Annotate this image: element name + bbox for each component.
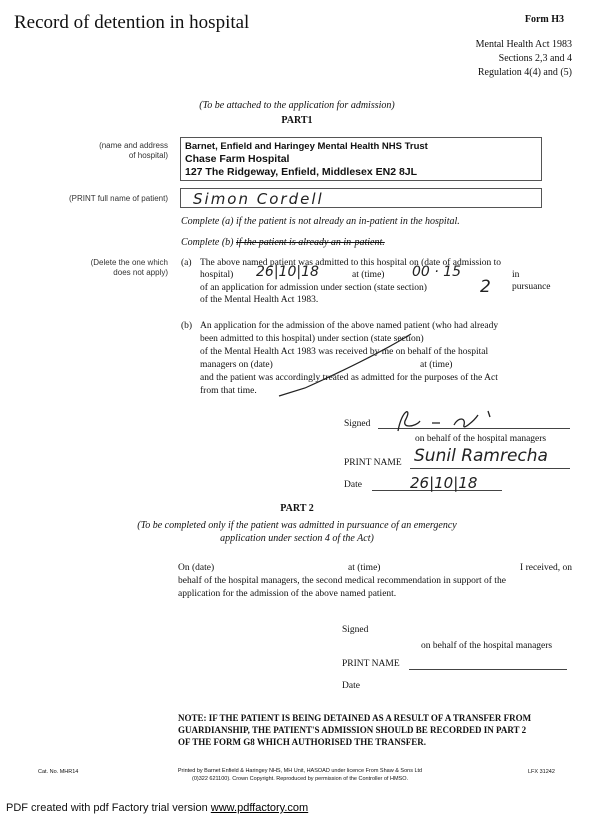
act-line: Regulation 4(4) and (5) xyxy=(477,67,572,78)
footer-text: PDF created with pdf Factory trial version xyxy=(6,802,211,814)
reference-code: LFX 31242 xyxy=(528,769,555,775)
part2-on-behalf-text: on behalf of the hospital managers xyxy=(421,641,553,651)
credit-line: (0)322 621100). Crown Copyright. Reproduced by permission of the Controller of HMSO. xyxy=(191,776,409,782)
option-b-strikethrough-mark xyxy=(275,330,415,400)
part2-at-time-label: at (time) xyxy=(348,563,381,573)
signed-label: Signed xyxy=(344,419,371,429)
part2-line: application for the admission of the above named patient. xyxy=(178,589,397,599)
part2-intro-line: (To be completed only if the patient was admitted in pursuance of an emergency xyxy=(137,520,457,531)
pdf-factory-footer xyxy=(0,798,594,823)
complete-a-note: Complete (a) if the patient is not already an in-patient in the hospital. xyxy=(181,216,460,227)
hospital-line: Chase Farm Hospital xyxy=(185,153,290,165)
note-line: NOTE: IF THE PATIENT IS BEING DETAINED AS A RESULT OF A TRANSFER FROM xyxy=(178,713,532,723)
printer-credit xyxy=(130,767,470,783)
part2-on-date-label: On (date) xyxy=(178,563,215,573)
part2-date-label: Date xyxy=(342,681,360,691)
option-b-line: An application for the admission of the above named patient (who had already xyxy=(200,321,499,331)
option-b-line: from that time. xyxy=(200,386,257,396)
option-a-block xyxy=(200,257,550,306)
transfer-note xyxy=(178,712,578,748)
print-name-line[interactable] xyxy=(410,468,570,469)
b-time-label: at (time) xyxy=(420,360,453,370)
part2-print-name-label: PRINT NAME xyxy=(342,659,400,669)
option-a-label: (a) xyxy=(181,258,192,268)
admission-date-handwritten: 26|10|18 xyxy=(256,264,319,280)
form-number: Form H3 xyxy=(524,14,564,25)
footer-link[interactable]: www.pdffactory.com xyxy=(210,802,309,814)
act-reference xyxy=(476,38,572,80)
signature-handwritten xyxy=(392,405,512,435)
option-b-line: and the patient was accordingly treated as admitted for the purposes of the Act xyxy=(200,373,498,383)
patient-margin-note: (PRINT full name of patient) xyxy=(68,194,168,203)
document-title: Record of detention in hospital xyxy=(14,12,250,33)
print-name-label: PRINT NAME xyxy=(344,458,402,468)
option-a-line: The above named patient was admitted to this hospital on (date of admission to xyxy=(200,258,502,268)
pursuance-label: in pursuance xyxy=(512,270,551,292)
part2-line xyxy=(178,562,572,575)
catalogue-number: Cat. No. MHR14 xyxy=(38,769,79,775)
complete-b-struck: if the patient is already an in-patient. xyxy=(236,237,385,248)
hospital-margin-note xyxy=(40,141,168,161)
date-handwritten: 26|10|18 xyxy=(410,474,478,492)
date-label: Date xyxy=(344,480,362,490)
part1-heading: PART1 xyxy=(281,115,313,126)
option-a-line: of the Mental Health Act 1983. xyxy=(200,295,319,305)
patient-name-box[interactable] xyxy=(180,188,542,208)
option-b-line: of the Mental Health Act 1983 was received by me on behalf of the hospital xyxy=(200,347,489,357)
hospital-line: Barnet, Enfield and Haringey Mental Health NHS Trust xyxy=(185,141,428,152)
print-name-handwritten: Sunil Ramrecha xyxy=(414,446,548,466)
at-time-label: at (time) xyxy=(352,270,385,280)
option-b-label: (b) xyxy=(181,321,193,331)
margin-line: (Delete the one which xyxy=(90,258,168,267)
complete-b-prefix: Complete (b) xyxy=(181,237,236,248)
note-line: OF THE FORM G8 WHICH AUTHORISED THE TRANSFER. xyxy=(178,737,427,747)
hospital-address-box[interactable] xyxy=(180,137,542,181)
part2-signed-label: Signed xyxy=(342,625,369,635)
margin-line: of hospital) xyxy=(128,151,168,160)
complete-b-note xyxy=(181,237,385,248)
hospital-label: hospital) xyxy=(200,270,234,280)
margin-line: does not apply) xyxy=(113,268,168,277)
section-label: of an application for admission under section (state section) xyxy=(200,283,427,293)
part2-intro-line: application under section 4 of the Act) xyxy=(220,533,374,544)
part2-received-label: I received, on xyxy=(520,563,572,573)
note-line: GUARDIANSHIP, THE PATIENT'S ADMISSION SHOULD BE RECORDED IN PART 2 xyxy=(178,725,527,735)
b-date-label: managers on (date) xyxy=(200,360,273,370)
part2-body xyxy=(178,562,572,601)
act-line: Mental Health Act 1983 xyxy=(475,39,572,50)
part2-line: behalf of the hospital managers, the second medical recommendation in support of the xyxy=(178,576,506,586)
part2-heading: PART 2 xyxy=(280,503,314,514)
act-line: Sections 2,3 and 4 xyxy=(498,53,572,64)
attach-note: (To be attached to the application for admission) xyxy=(199,100,395,111)
patient-name-handwritten: Simon Cordell xyxy=(193,190,324,208)
part2-print-name-line[interactable] xyxy=(409,669,567,670)
hospital-line: 127 The Ridgeway, Enfield, Middlesex EN2 8JL xyxy=(185,166,418,178)
credit-line: Printed by Barnet Enfield & Haringey NHS, MH Unit, HASOAD under licence From Shaw & Sons Ltd xyxy=(177,768,423,774)
section-number-handwritten: 2 xyxy=(480,277,491,297)
delete-margin-note xyxy=(40,258,168,278)
part2-intro xyxy=(0,519,594,545)
margin-line: (name and address xyxy=(99,141,168,150)
admission-time-handwritten: 00 · 15 xyxy=(412,264,461,280)
option-b-line: been admitted to this hospital) under section (state section) xyxy=(200,334,424,344)
on-behalf-text: on behalf of the hospital managers xyxy=(415,434,547,444)
